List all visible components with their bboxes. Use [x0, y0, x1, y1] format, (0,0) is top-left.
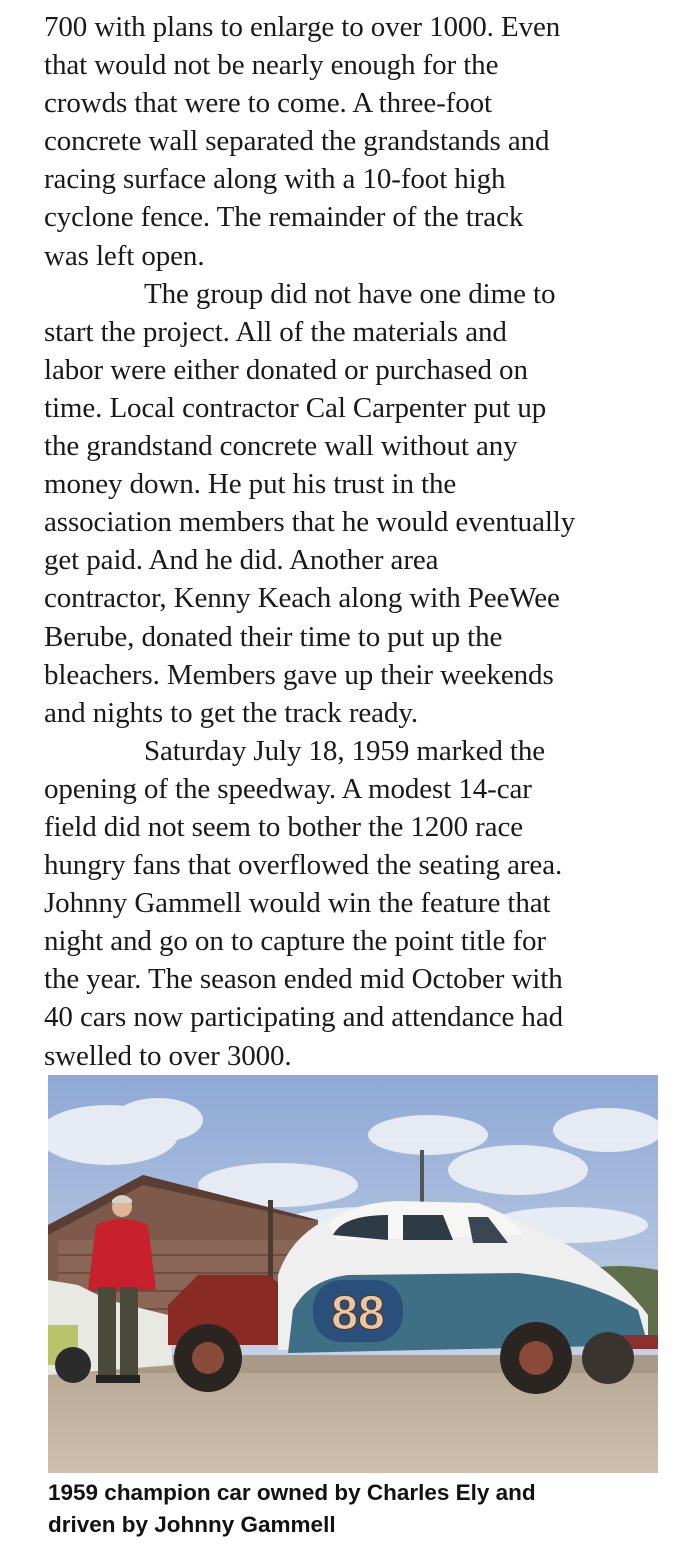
article-line: swelled to over 3000. — [44, 1039, 292, 1072]
article-line: the year. The season ended mid October with — [44, 963, 563, 996]
caption-line-1: 1959 champion car owned by Charles Ely and — [48, 1480, 536, 1505]
article-line: get paid. And he did. Another area — [44, 544, 439, 577]
article-line: was left open. — [44, 239, 205, 272]
article-line: that would not be nearly enough for the — [44, 49, 499, 82]
car-number: 88 — [331, 1287, 385, 1340]
article-line: opening of the speedway. A modest 14-car — [44, 772, 532, 805]
paragraph-start-line: The group did not have one dime to — [144, 277, 556, 310]
article-line: 700 with plans to enlarge to over 1000. Even — [44, 11, 561, 43]
article-line: hungry fans that overflowed the seating area. — [44, 849, 563, 882]
article-line: association members that he would eventually — [44, 506, 576, 539]
article-line: money down. He put his trust in the — [44, 468, 457, 501]
article-line: Berube, donated their time to put up the — [44, 620, 503, 653]
article-line: cyclone fence. The remainder of the track — [44, 201, 524, 234]
article-line: concrete wall separated the grandstands and — [44, 125, 550, 158]
caption-line-2: driven by Johnny Gammell — [48, 1512, 336, 1537]
article-body — [44, 8, 684, 1075]
photo-caption — [48, 1477, 688, 1541]
article-line: labor were either donated or purchased on — [44, 353, 528, 386]
article-line: and nights to get the track ready. — [44, 696, 419, 729]
article-line: 40 cars now participating and attendance had — [44, 1001, 564, 1034]
article-line: crowds that were to come. A three-foot — [44, 87, 492, 120]
paragraph-start-line: Saturday July 18, 1959 marked the — [144, 734, 546, 767]
article-line: night and go on to capture the point title for — [44, 925, 546, 958]
article-line: start the project. All of the materials and — [44, 315, 507, 348]
article-line: field did not seem to bother the 1200 race — [44, 810, 523, 843]
article-line: racing surface along with a 10-foot high — [44, 163, 506, 196]
article-line: time. Local contractor Cal Carpenter put up — [44, 391, 547, 424]
article-line: the grandstand concrete wall without any — [44, 430, 518, 463]
race-car-photo — [48, 1075, 658, 1473]
article-line: bleachers. Members gave up their weekends — [44, 658, 554, 691]
article-line: contractor, Kenny Keach along with PeeWee — [44, 582, 560, 615]
article-line: Johnny Gammell would win the feature that — [44, 887, 551, 920]
